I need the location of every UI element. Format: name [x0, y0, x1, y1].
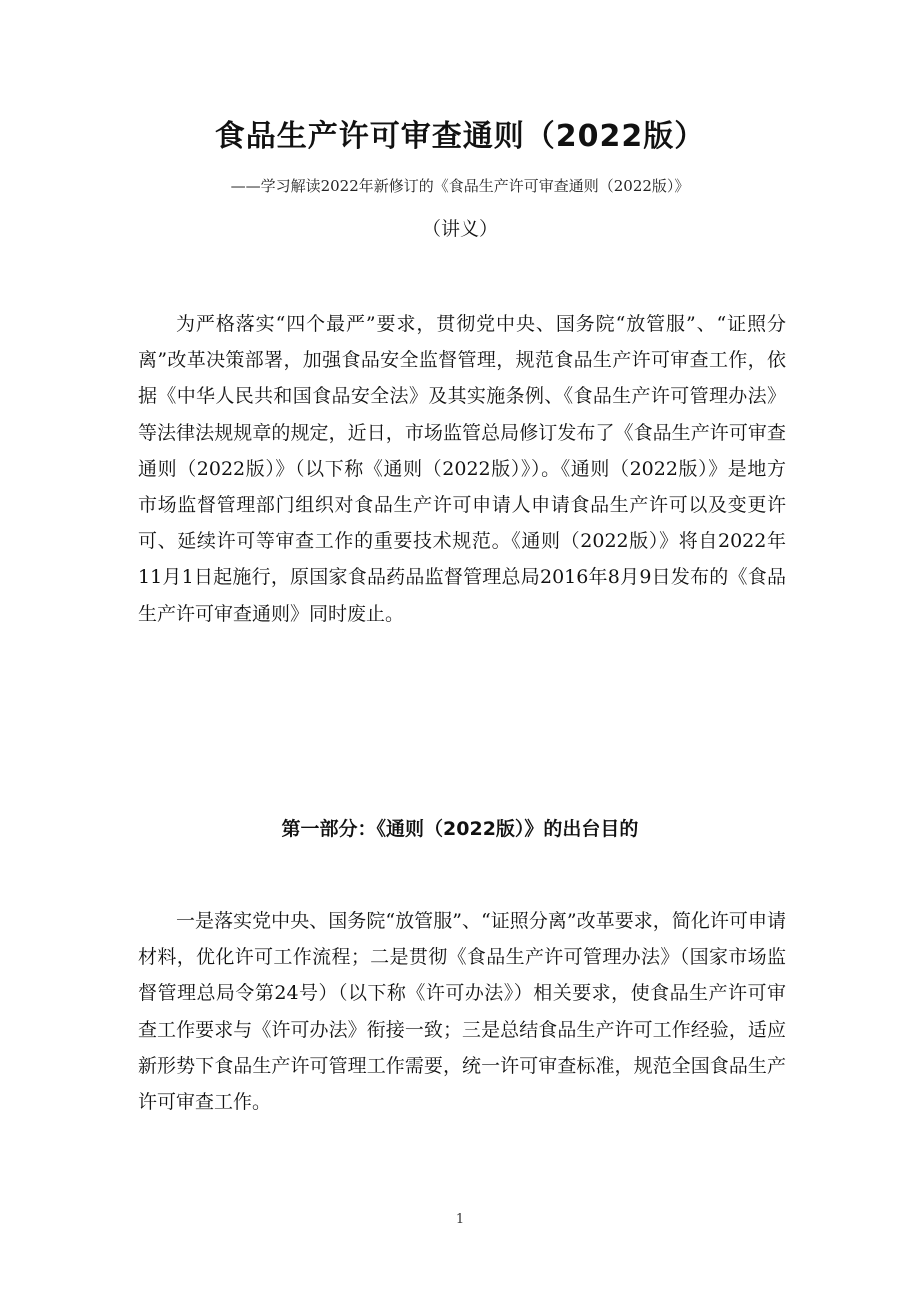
document-title: 食品生产许可审查通则（2022版） — [214, 119, 706, 154]
document-subtitle: ——学习解读2022年新修订的《食品生产许可审查通则（2022版）》 — [230, 177, 690, 195]
intro-paragraph: 为严格落实“四个最严”要求，贯彻党中央、国务院“放管服”、“证照分离”改革决策部署，加强食品安全监督管理，规范食品生产许可审查工作，依据《中华人民共和国食品安全法》及其实施条例、《食品生产许可管理办法》等法律法规规章的规定，近日，市场监管总局修订发布了《食品生产许可审查通则（2022版）》（以下称《通则（2022版）》）。《通则（2022版）》是地方市场监督管理部门组织对食品生产许可申请人申请食品生产许可以及变更许可、延续许可等审查工作的重要技术规范。《通则（2022版）》将自2022年11月1日起施行，原国家食品药品监督管理总局2016年8月9日发布的《食品生产许可审查通则》同时废止。 — [138, 313, 786, 625]
lecture-label: （讲义） — [421, 218, 498, 240]
section-paragraph: 一是落实党中央、国务院“放管服”、“证照分离”改革要求，简化许可申请材料，优化许可工作流程；二是贯彻《食品生产许可管理办法》（国家市场监督管理总局令第24号）（以下称《许可办法》）相关要求，使食品生产许可审查工作要求与《许可办法》衔接一致；三是总结食品生产许可工作经验，适应新形势下食品生产许可管理工作需要，统一许可审查标准，规范全国食品生产许可审查工作。 — [138, 910, 786, 1114]
section-heading: 第一部分：《通则（2022版）》的出台目的 — [281, 818, 639, 840]
page-number: 1 — [455, 1212, 465, 1227]
